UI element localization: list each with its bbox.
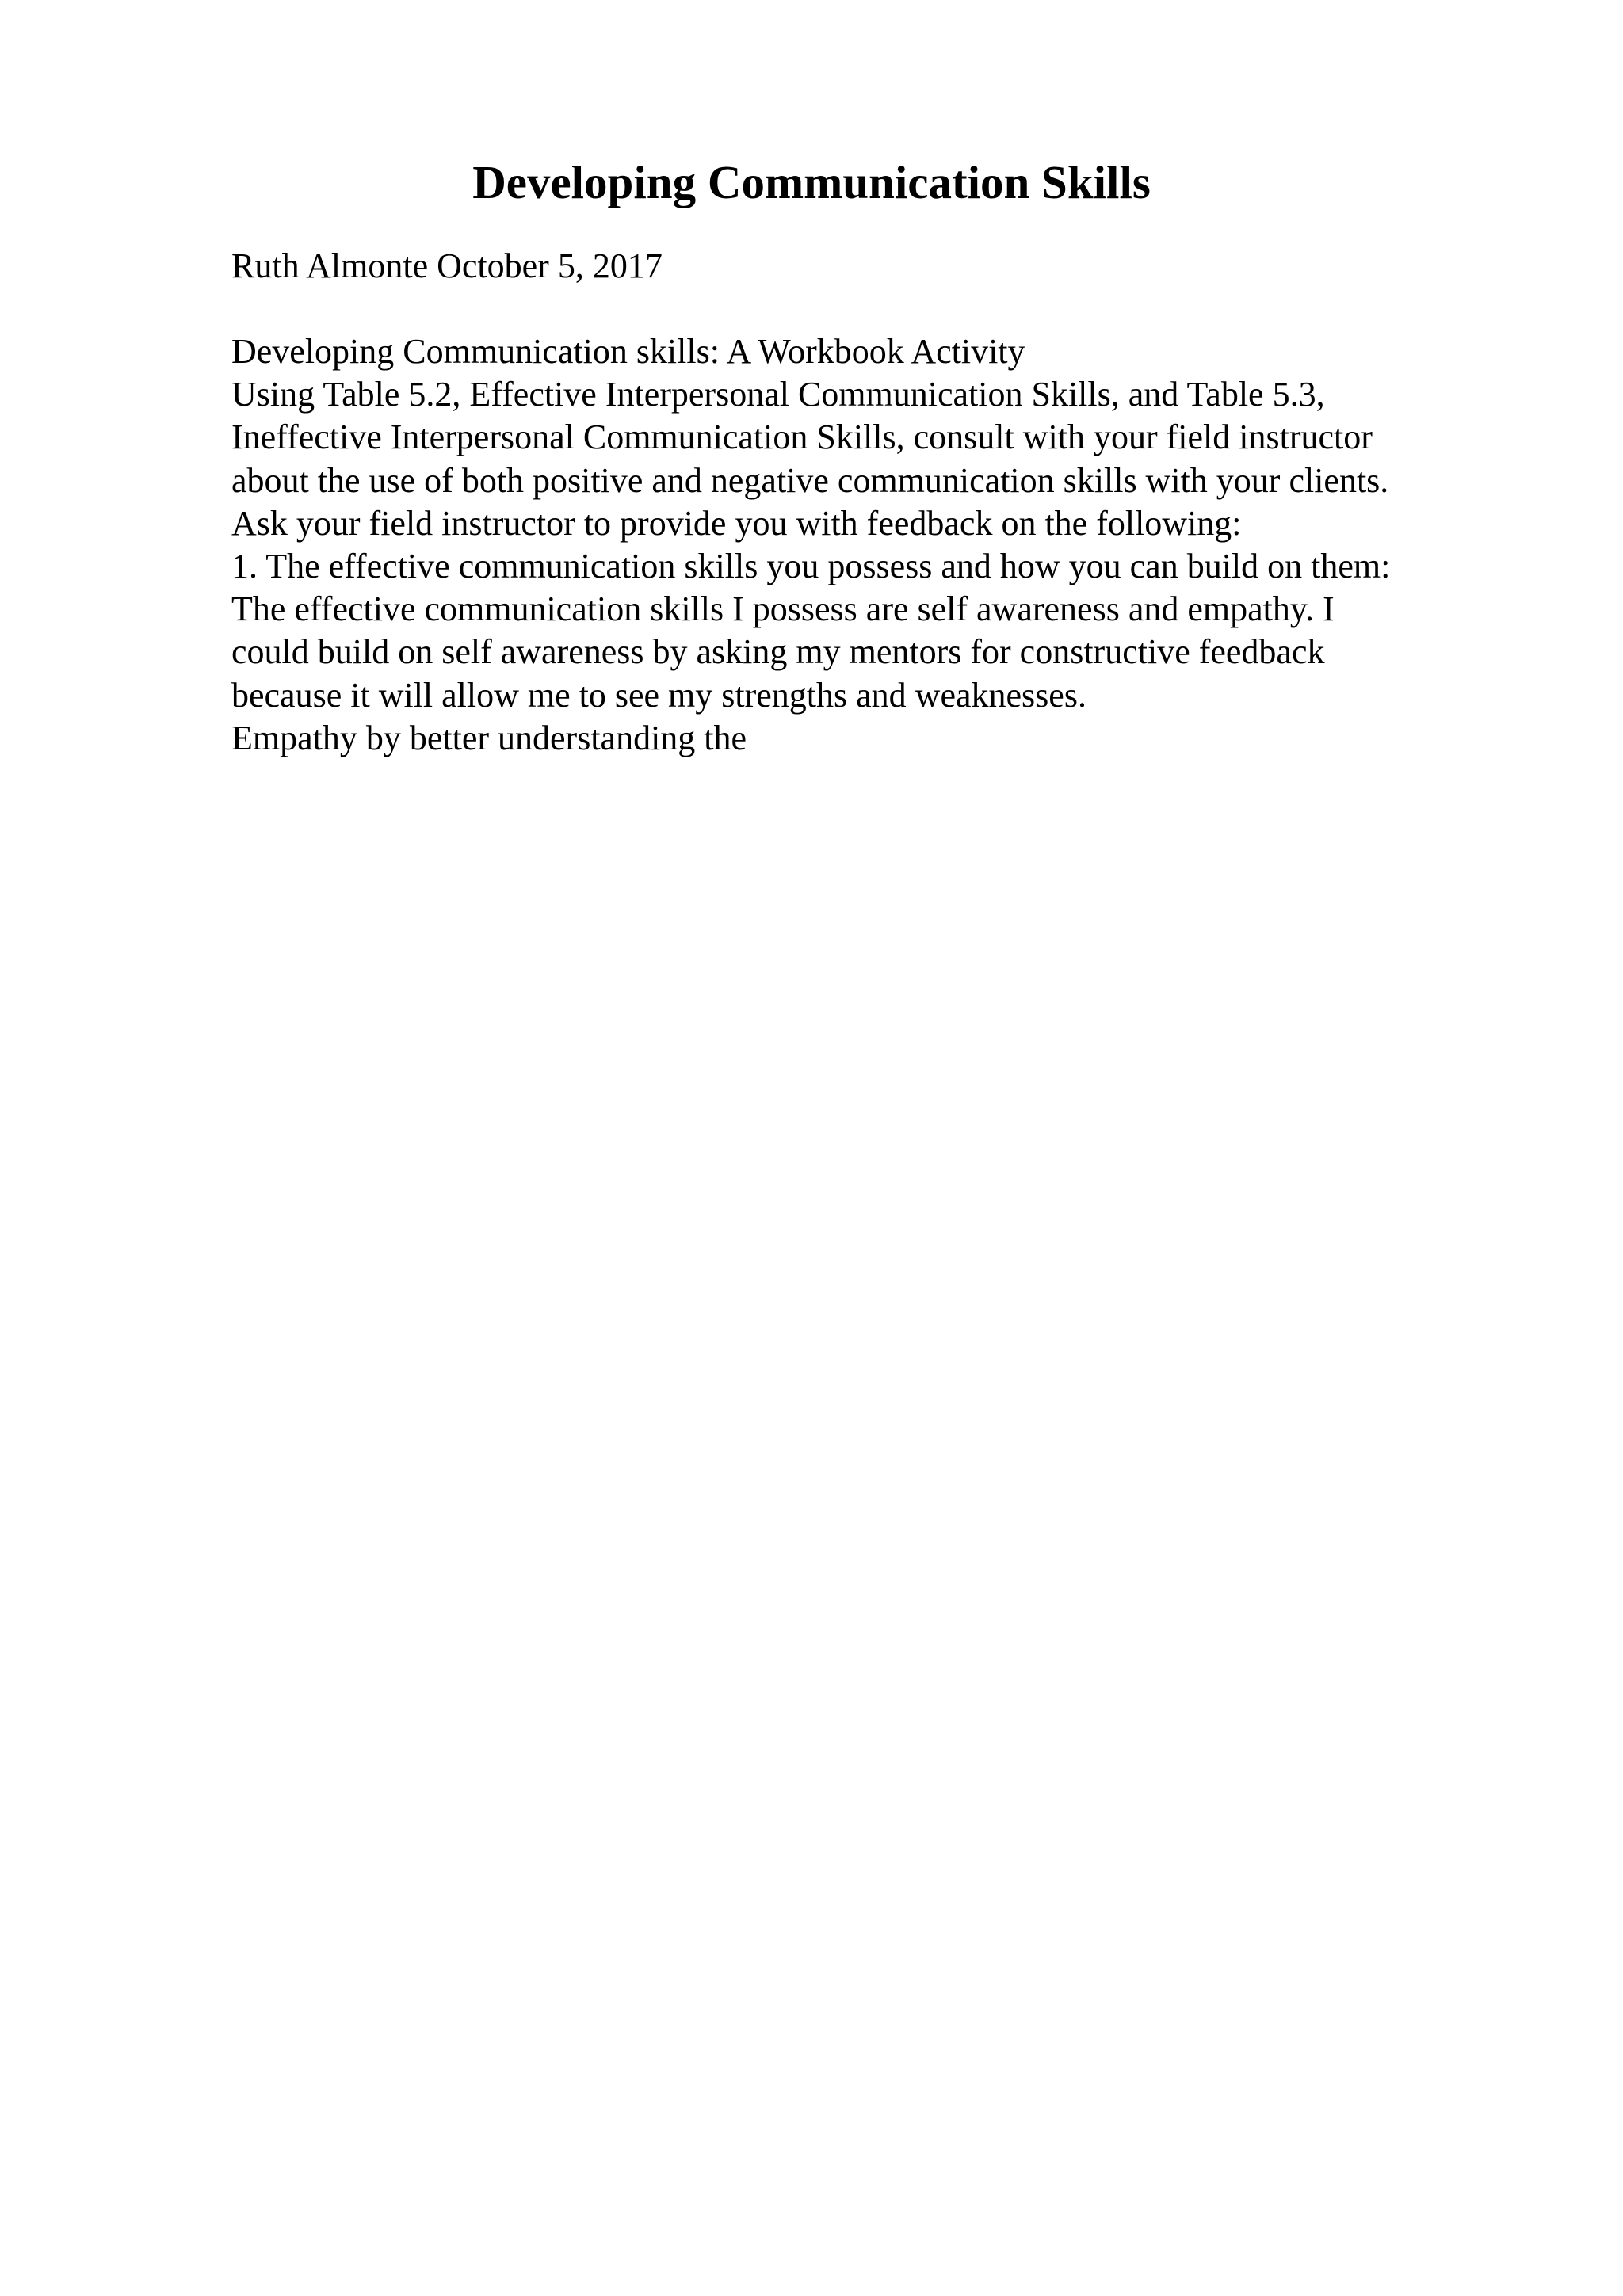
- answer-line: could build on self awareness by asking my mentors for constructive feedback: [231, 632, 1325, 672]
- body-line: about the use of both positive and negative communication skills with your clients.: [231, 460, 1389, 500]
- answer-line: The effective communication skills I possess are self awareness and empathy. I: [231, 589, 1335, 629]
- activity-heading-line: Developing Communication skills: A Workbook Activity: [231, 332, 1025, 371]
- document-title: Developing Communication Skills: [472, 156, 1151, 208]
- document-body: [231, 330, 1579, 760]
- answer-line: Empathy by better understanding the: [231, 718, 747, 757]
- answer-line: because it will allow me to see my strengths and weaknesses.: [231, 675, 1086, 715]
- body-line: Ineffective Interpersonal Communication Skills, consult with your field instructor: [231, 418, 1373, 457]
- question-line: 1. The effective communication skills you possess and how you can build on them:: [231, 546, 1391, 585]
- body-line: Ask your field instructor to provide you with feedback on the following:: [231, 503, 1242, 543]
- body-line: Using Table 5.2, Effective Interpersonal Communication Skills, and Table 5.3,: [231, 375, 1325, 414]
- author-date-line: Ruth Almonte October 5, 2017: [231, 246, 663, 285]
